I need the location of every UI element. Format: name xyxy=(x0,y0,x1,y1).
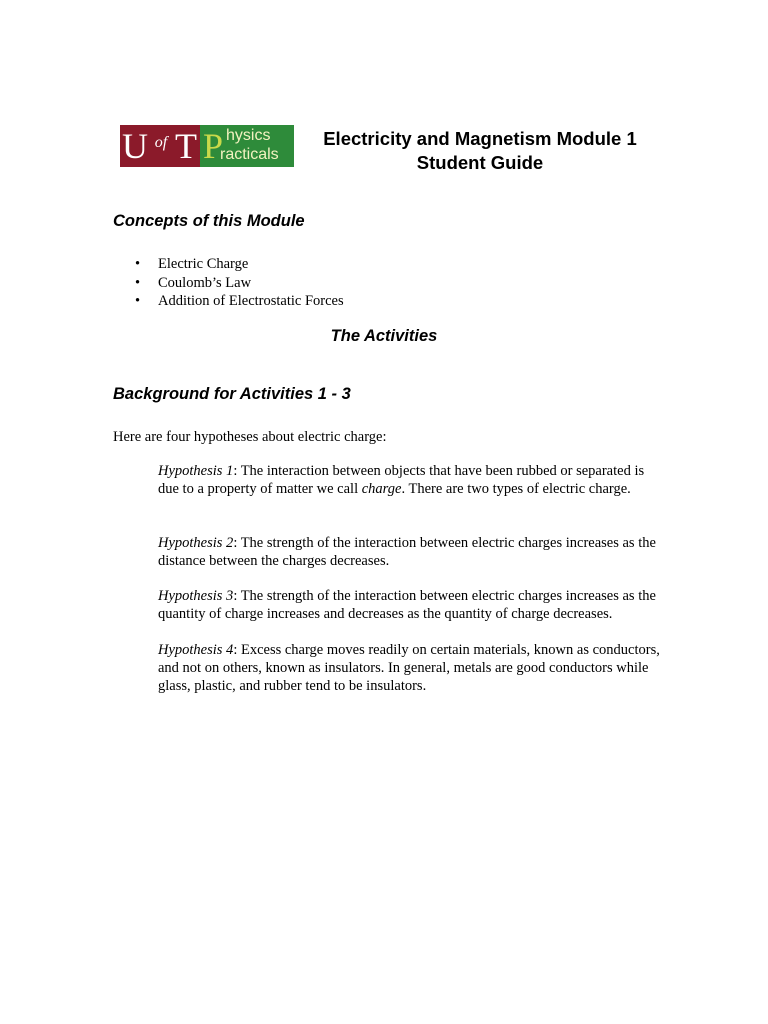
hypothesis-label: Hypothesis 4 xyxy=(158,642,234,658)
hypothesis-text: . There are two types of electric charge. xyxy=(401,481,631,497)
hypothesis-3 xyxy=(158,587,663,623)
logo-letter-u: U xyxy=(122,126,148,166)
hypothesis-text: : Excess charge moves readily on certain materials, known as conductors, and not on others, known as insulators. In general, metals are good conductors while glass, plastic, and rubber tend to be insulators. xyxy=(158,642,660,694)
document-title-line2: Student Guide xyxy=(416,152,544,173)
hypothesis-text: : The strength of the interaction between electric charges increases as the distance between the charges decreases. xyxy=(158,535,656,569)
concepts-heading: Concepts of this Module xyxy=(113,212,305,230)
logo-letter-p: P xyxy=(203,126,224,166)
logo-physics-text: hysics xyxy=(226,127,271,144)
background-heading: Background for Activities 1 - 3 xyxy=(113,385,351,403)
activities-heading: The Activities xyxy=(330,327,438,345)
hypothesis-label: Hypothesis 2 xyxy=(158,535,234,551)
logo-practicals-text: racticals xyxy=(220,146,279,163)
document-title-line1: Electricity and Magnetism Module 1 xyxy=(323,128,637,149)
list-item: • Coulomb’s Law xyxy=(113,274,344,293)
logo-letter-t: T xyxy=(172,125,200,167)
uoft-physics-practicals-logo xyxy=(120,125,294,167)
list-item: • Electric Charge xyxy=(113,255,344,274)
document-title xyxy=(300,127,660,175)
hypothesis-label: Hypothesis 1 xyxy=(158,463,234,479)
hypothesis-4 xyxy=(158,641,663,695)
hypothesis-emphasis: charge xyxy=(361,481,402,497)
hypotheses-intro: Here are four hypotheses about electric charge: xyxy=(113,429,387,445)
hypothesis-1 xyxy=(158,462,663,498)
list-item: • Addition of Electrostatic Forces xyxy=(113,292,344,311)
concepts-list xyxy=(113,255,344,311)
hypothesis-text: : The interaction between objects that have been rubbed or separated is due to a property of matter we call xyxy=(158,463,645,497)
hypothesis-text: : The strength of the interaction between electric charges increases as the quantity of charge increases and decreases as the quantity of charge decreases. xyxy=(158,588,656,622)
uoft-logo-block xyxy=(120,125,200,167)
hypothesis-2 xyxy=(158,534,663,570)
logo-letter-of: of xyxy=(150,125,172,167)
physics-practicals-logo-block xyxy=(200,125,294,167)
hypothesis-label: Hypothesis 3 xyxy=(158,588,234,604)
